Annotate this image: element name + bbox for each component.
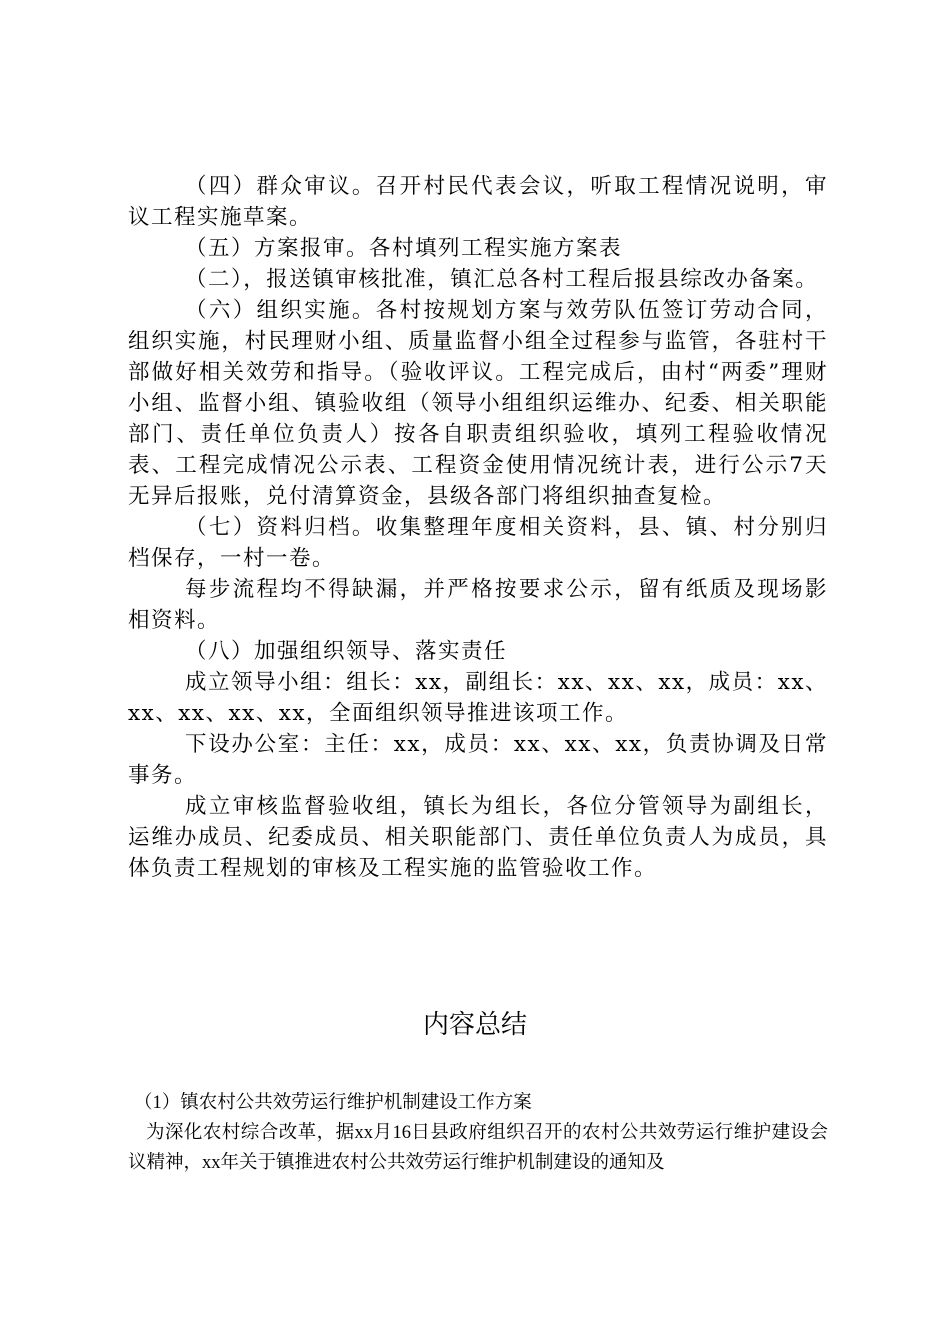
paragraph: （七）资料归档。收集整理年度相关资料，县、镇、村分别归档保存，一村一卷。 (128, 515, 828, 571)
summary-text: 为深化农村综合改革，据xx月16日县政府组织召开的农村公共效劳运行维护建设会议精神，xx年关于镇推进农村公共效劳运行维护机制建设的通知及 (128, 1123, 828, 1173)
paragraph: 每步流程均不得缺漏，并严格按要求公示，留有纸质及现场影相资料。 (128, 577, 828, 633)
paragraph: 下设办公室：主任：xx，成员：xx、xx、xx，负责协调及日常事务。 (128, 732, 828, 788)
summary-heading: （1）镇农村公共效劳运行维护机制建设工作方案 (134, 1093, 532, 1113)
paragraph: （四）群众审议。召开村民代表会议，听取工程情况说明，审议工程实施草案。 (128, 174, 828, 230)
paragraph: 成立审核监督验收组，镇长为组长，各位分管领导为副组长，运维办成员、纪委成员、相关职能部门、责任单位负责人为成员，具体负责工程规划的审核及工程实施的监管验收工作。 (128, 794, 828, 881)
paragraph: 成立领导小组：组长：xx，副组长：xx、xx、xx，成员：xx、xx、xx、xx、xx，全面组织领导推进该项工作。 (128, 670, 828, 726)
paragraph: （五）方案报审。各村填列工程实施方案表 (185, 236, 623, 261)
body-text (128, 171, 828, 884)
summary-title: 内容总结 (422, 1010, 527, 1040)
paragraph: （二），报送镇审核批准，镇汇总各村工程后报县综改办备案。 (185, 267, 819, 292)
paragraph: （八）加强组织领导、落实责任 (185, 639, 508, 664)
paragraph: （六）组织实施。各村按规划方案与效劳队伍签订劳动合同，组织实施，村民理财小组、质量监督小组全过程参与监管，各驻村干部做好相关效劳和指导。（验收评议。工程完成后，由村“两委”理财小组、监督小组、镇验收组（领导小组组织运维办、纪委、相关职能部门、责任单位负责人）按各自职责组织验收，填列工程验收情况表、工程完成情况公示表、工程资金使用情况统计表，进行公示7天无异后报账，兑付清算资金，县级各部门将组织抽查复检。 (128, 298, 828, 509)
summary-body (128, 1088, 828, 1178)
